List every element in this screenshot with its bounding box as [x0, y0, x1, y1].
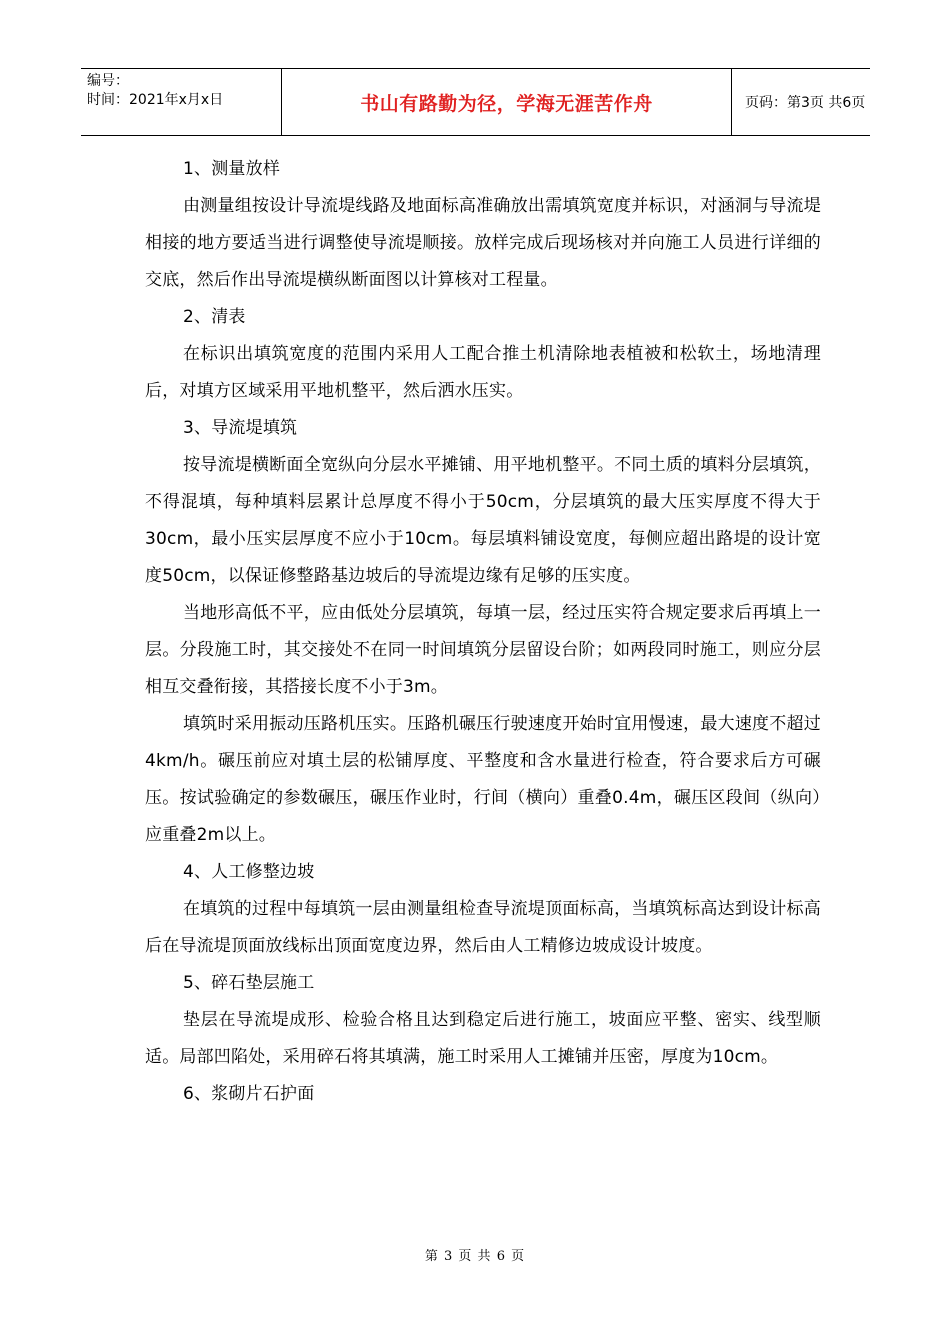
- section-heading: 2、清表: [183, 307, 246, 327]
- paragraph: 在填筑的过程中每填筑一层由测量组检查导流堤顶面标高，当填筑标高达到设计标高后在导流堤顶面放线标出顶面宽度边界，然后由人工精修边坡成设计坡度。: [145, 899, 821, 956]
- section-heading: 4、人工修整边坡: [183, 862, 315, 882]
- header-info-cell: [81, 69, 282, 135]
- section-heading: 3、导流堤填筑: [183, 418, 298, 438]
- section-heading: 6、浆砌片石护面: [183, 1084, 315, 1104]
- section-heading: 1、测量放样: [183, 159, 281, 179]
- paragraph: 当地形高低不平，应由低处分层填筑，每填一层，经过压实符合规定要求后再填上一层。分段施工时，其交接处不在同一时间填筑分层留设台阶；如两段同时施工，则应分层相互交叠衔接，其搭接长度不小于3m。: [145, 603, 821, 697]
- header-motto-cell: [282, 69, 732, 135]
- header-page-number: 页码：第3页 共6页: [745, 95, 866, 111]
- paragraph: 垫层在导流堤成形、检验合格且达到稳定后进行施工，坡面应平整、密实、线型顺适。局部凹陷处，采用碎石将其填满，施工时采用人工摊铺并压密，厚度为10cm。: [145, 1010, 821, 1067]
- section-heading: 5、碎石垫层施工: [183, 973, 315, 993]
- document-date: 时间：2021年x月x日: [87, 92, 224, 108]
- document-body: [145, 151, 821, 1113]
- paragraph: 在标识出填筑宽度的范围内采用人工配合推土机清除地表植被和松软土，场地清理后，对填方区域采用平地机整平，然后洒水压实。: [145, 344, 821, 401]
- paragraph: 按导流堤横断面全宽纵向分层水平摊铺、用平地机整平。不同土质的填料分层填筑，不得混填，每种填料层累计总厚度不得小于50cm，分层填筑的最大压实厚度不得大于30cm，最小压实层厚度不应小于10cm。每层填料铺设宽度，每侧应超出路堤的设计宽度50cm，以保证修整路基边坡后的导流堤边缘有足够的压实度。: [145, 455, 821, 586]
- page-footer: 第 3 页 共 6 页: [424, 1249, 526, 1264]
- header-page-cell: [732, 69, 870, 135]
- header-motto: 书山有路勤为径，学海无涯苦作舟: [360, 92, 653, 115]
- paragraph: 由测量组按设计导流堤线路及地面标高准确放出需填筑宽度并标识，对涵洞与导流堤相接的地方要适当进行调整使导流堤顺接。放样完成后现场核对并向施工人员进行详细的交底，然后作出导流堤横纵断面图以计算核对工程量。: [145, 196, 821, 290]
- document-number: 编号：: [87, 73, 129, 89]
- page-header: [81, 68, 870, 136]
- paragraph: 填筑时采用振动压路机压实。压路机碾压行驶速度开始时宜用慢速，最大速度不超过4km/h。碾压前应对填土层的松铺厚度、平整度和含水量进行检查，符合要求后方可碾压。按试验确定的参数碾压，碾压作业时，行间（横向）重叠0.4m，碾压区段间（纵向）应重叠2m以上。: [145, 714, 821, 845]
